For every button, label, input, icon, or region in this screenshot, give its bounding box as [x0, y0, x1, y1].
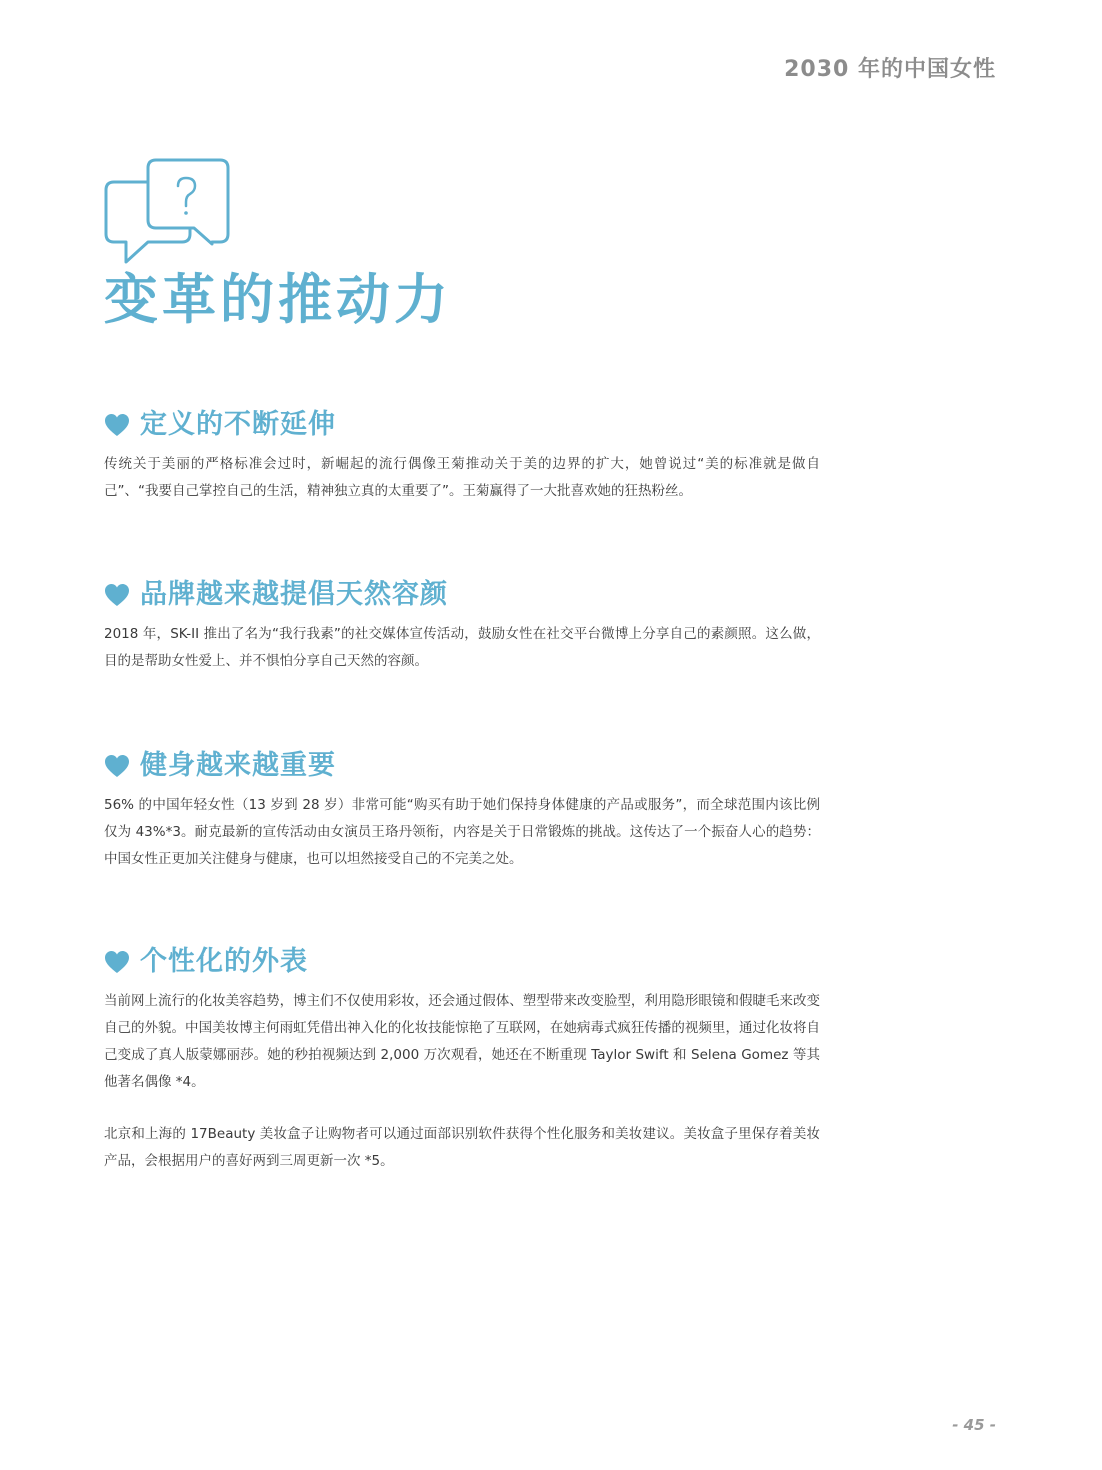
section-paragraph: 当前网上流行的化妆美容趋势，博主们不仅使用彩妆，还会通过假体、塑型带来改变脸型，利用隐形眼镜和假睫毛来改变自己的外貌。中国美妆博主何雨虹凭借出神入化的化妆技能惊艳了互联网，在她病毒式疯狂传播的视频里，通过化妆将自己变成了真人版蒙娜丽莎。她的秒拍视频达到 2,000 万次观看，她还在不断重现 Taylor Swift 和 Selena Gomez 等其他著名偶像 *4。	[104, 993, 820, 1090]
section-definition	[104, 405, 820, 505]
running-header-title: 2030 年的中国女性	[784, 57, 996, 82]
speech-bubbles-question-icon	[104, 158, 230, 268]
section-paragraph: 56% 的中国年轻女性（13 岁到 28 岁）非常可能“购买有助于她们保持身体健康的产品或服务”，而全球范围内该比例仅为 43%*3。耐克最新的宣传活动由女演员王珞丹领衔，内容是关于日常锻炼的挑战。这传达了一个振奋人心的趋势：中国女性正更加关注健身与健康，也可以坦然接受自己的不完美之处。	[104, 797, 820, 867]
heart-icon	[104, 754, 130, 778]
page-title: 变革的推动力	[104, 268, 452, 331]
section-title: 定义的不断延伸	[140, 409, 336, 440]
page-number: - 45 -	[952, 1416, 996, 1434]
section-personalized-look	[104, 942, 820, 1175]
section-heading	[104, 942, 820, 982]
section-paragraph: 传统关于美丽的严格标准会过时，新崛起的流行偶像王菊推动关于美的边界的扩大，她曾说过“美的标准就是做自己”、“我要自己掌控自己的生活，精神独立真的太重要了”。王菊赢得了一大批喜欢她的狂热粉丝。	[104, 456, 820, 499]
section-natural-beauty	[104, 575, 820, 675]
section-title: 品牌越来越提倡天然容颜	[140, 579, 448, 610]
section-paragraph: 2018 年，SK-II 推出了名为“我行我素”的社交媒体宣传活动，鼓励女性在社交平台微博上分享自己的素颜照。这么做，目的是帮助女性爱上、并不惧怕分享自己天然的容颜。	[104, 626, 820, 669]
heart-icon	[104, 950, 130, 974]
section-heading	[104, 405, 820, 445]
section-fitness	[104, 746, 820, 873]
section-paragraph: 北京和上海的 17Beauty 美妆盒子让购物者可以通过面部识别软件获得个性化服务和美妆建议。美妆盒子里保存着美妆产品，会根据用户的喜好两到三周更新一次 *5。	[104, 1126, 820, 1169]
heart-icon	[104, 413, 130, 437]
heart-icon	[104, 583, 130, 607]
section-title: 个性化的外表	[140, 946, 308, 977]
section-heading	[104, 746, 820, 786]
section-title: 健身越来越重要	[140, 750, 336, 781]
section-heading	[104, 575, 820, 615]
